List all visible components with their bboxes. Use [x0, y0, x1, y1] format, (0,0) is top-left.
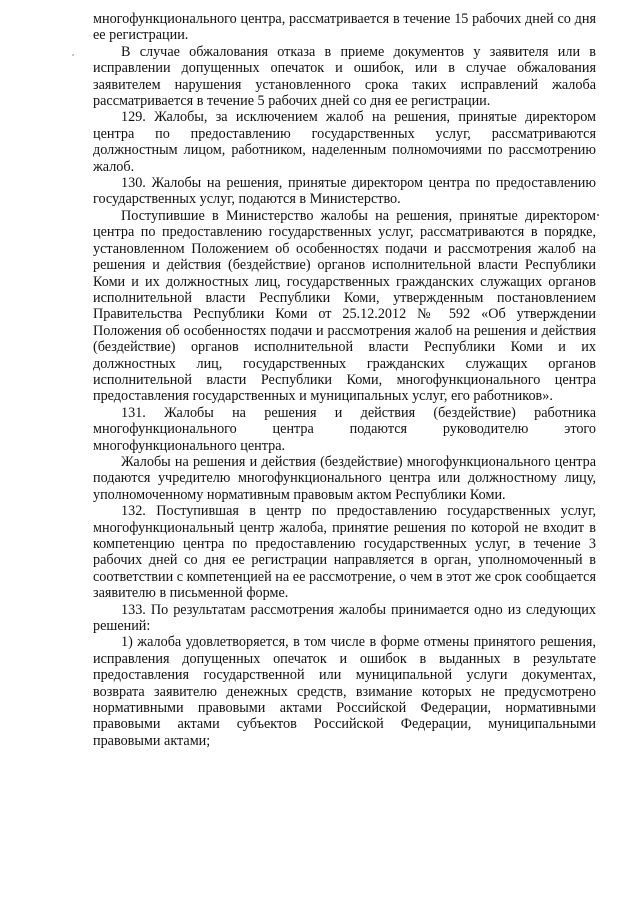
list-item-1: 1) жалоба удовлетворяется, в том числе в форме отмены принятого решения, исправления допущенных опечаток и ошибок в выданных в результате предоставления государственной или муниципальной услуги документах, возврата заявителю денежных средств, взимание которых не предусмотрено нормативными правовыми актами Российской Федерации, нормативными правовыми актами субъектов Российской Федерации, муниципальными правовыми актами; [93, 634, 596, 749]
paragraph-mfc-complaints: Жалобы на решения и действия (бездействие) многофункционального центра подаются учредителю многофункционального центра или должностному лицу, уполномоченному нормативным правовым актом Республики Коми. [93, 453, 596, 503]
paragraph-ministry-review: Поступившие в Министерство жалобы на решения, принятые директором центра по предоставлению государственных услуг, рассматриваются в порядке, установленном Положением об особенностях подачи и рассмотрения жалоб на решения и действия (бездействие) органов исполнительной власти Республики Коми и их должностных лиц, государственных гражданских служащих органов исполнительной власти Республики Коми, утвержденным постановлением Правительства Республики Коми от 25.12.2012 № 592 «Об утверждении Положения об особенностях подачи и рассмотрения жалоб на решения и действия (бездействие) органов исполнительной власти Республики Коми и их должностных лиц, государственных гражданских служащих органов исполнительной власти Республики Коми, многофункционального центра предоставления государственных и муниципальных услуг, его работников». [93, 207, 596, 405]
paragraph-129: 129. Жалобы, за исключением жалоб на решения, принятые директором центра по предоставлению государственных услуг, рассматриваются должностным лицом, работником, наделенным полномочиями по рассмотрению жалоб. [93, 109, 596, 175]
paragraph-continuation: многофункционального центра, рассматривается в течение 15 рабочих дней со дня ее регистрации. [93, 11, 596, 44]
paragraph-refusal-appeal: В случае обжалования отказа в приеме документов у заявителя или в исправлении допущенных опечаток и ошибок, или в случае обжалования заявителем нарушения установленного срока таких исправлений жалоба рассматривается в течение 5 рабочих дней со дня ее регистрации. [93, 43, 596, 110]
paragraph-130: 130. Жалобы на решения, принятые директором центра по предоставлению государственных услуг, подаются в Министерство. [93, 175, 596, 208]
scan-artifact-dot [72, 54, 74, 56]
paragraph-132: 132. Поступившая в центр по предоставлению государственных услуг, многофункциональный центр жалоба, принятие решения по которой не входит в компетенцию центра по предоставлению государственных услуг, в течение 3 рабочих дней со дня ее регистрации направляется в орган, уполномоченный в соответствии с компетенцией на ее рассмотрение, о чем в этот же срок сообщается заявителю в письменной форме. [93, 503, 596, 602]
scan-artifact-dot [597, 214, 599, 216]
paragraph-131: 131. Жалобы на решения и действия (бездействие) работника многофункционального центра подаются руководителю этого многофункционального центра. [93, 404, 596, 454]
document-body [93, 11, 596, 749]
paragraph-133: 133. По результатам рассмотрения жалобы принимается одно из следующих решений: [93, 601, 596, 635]
